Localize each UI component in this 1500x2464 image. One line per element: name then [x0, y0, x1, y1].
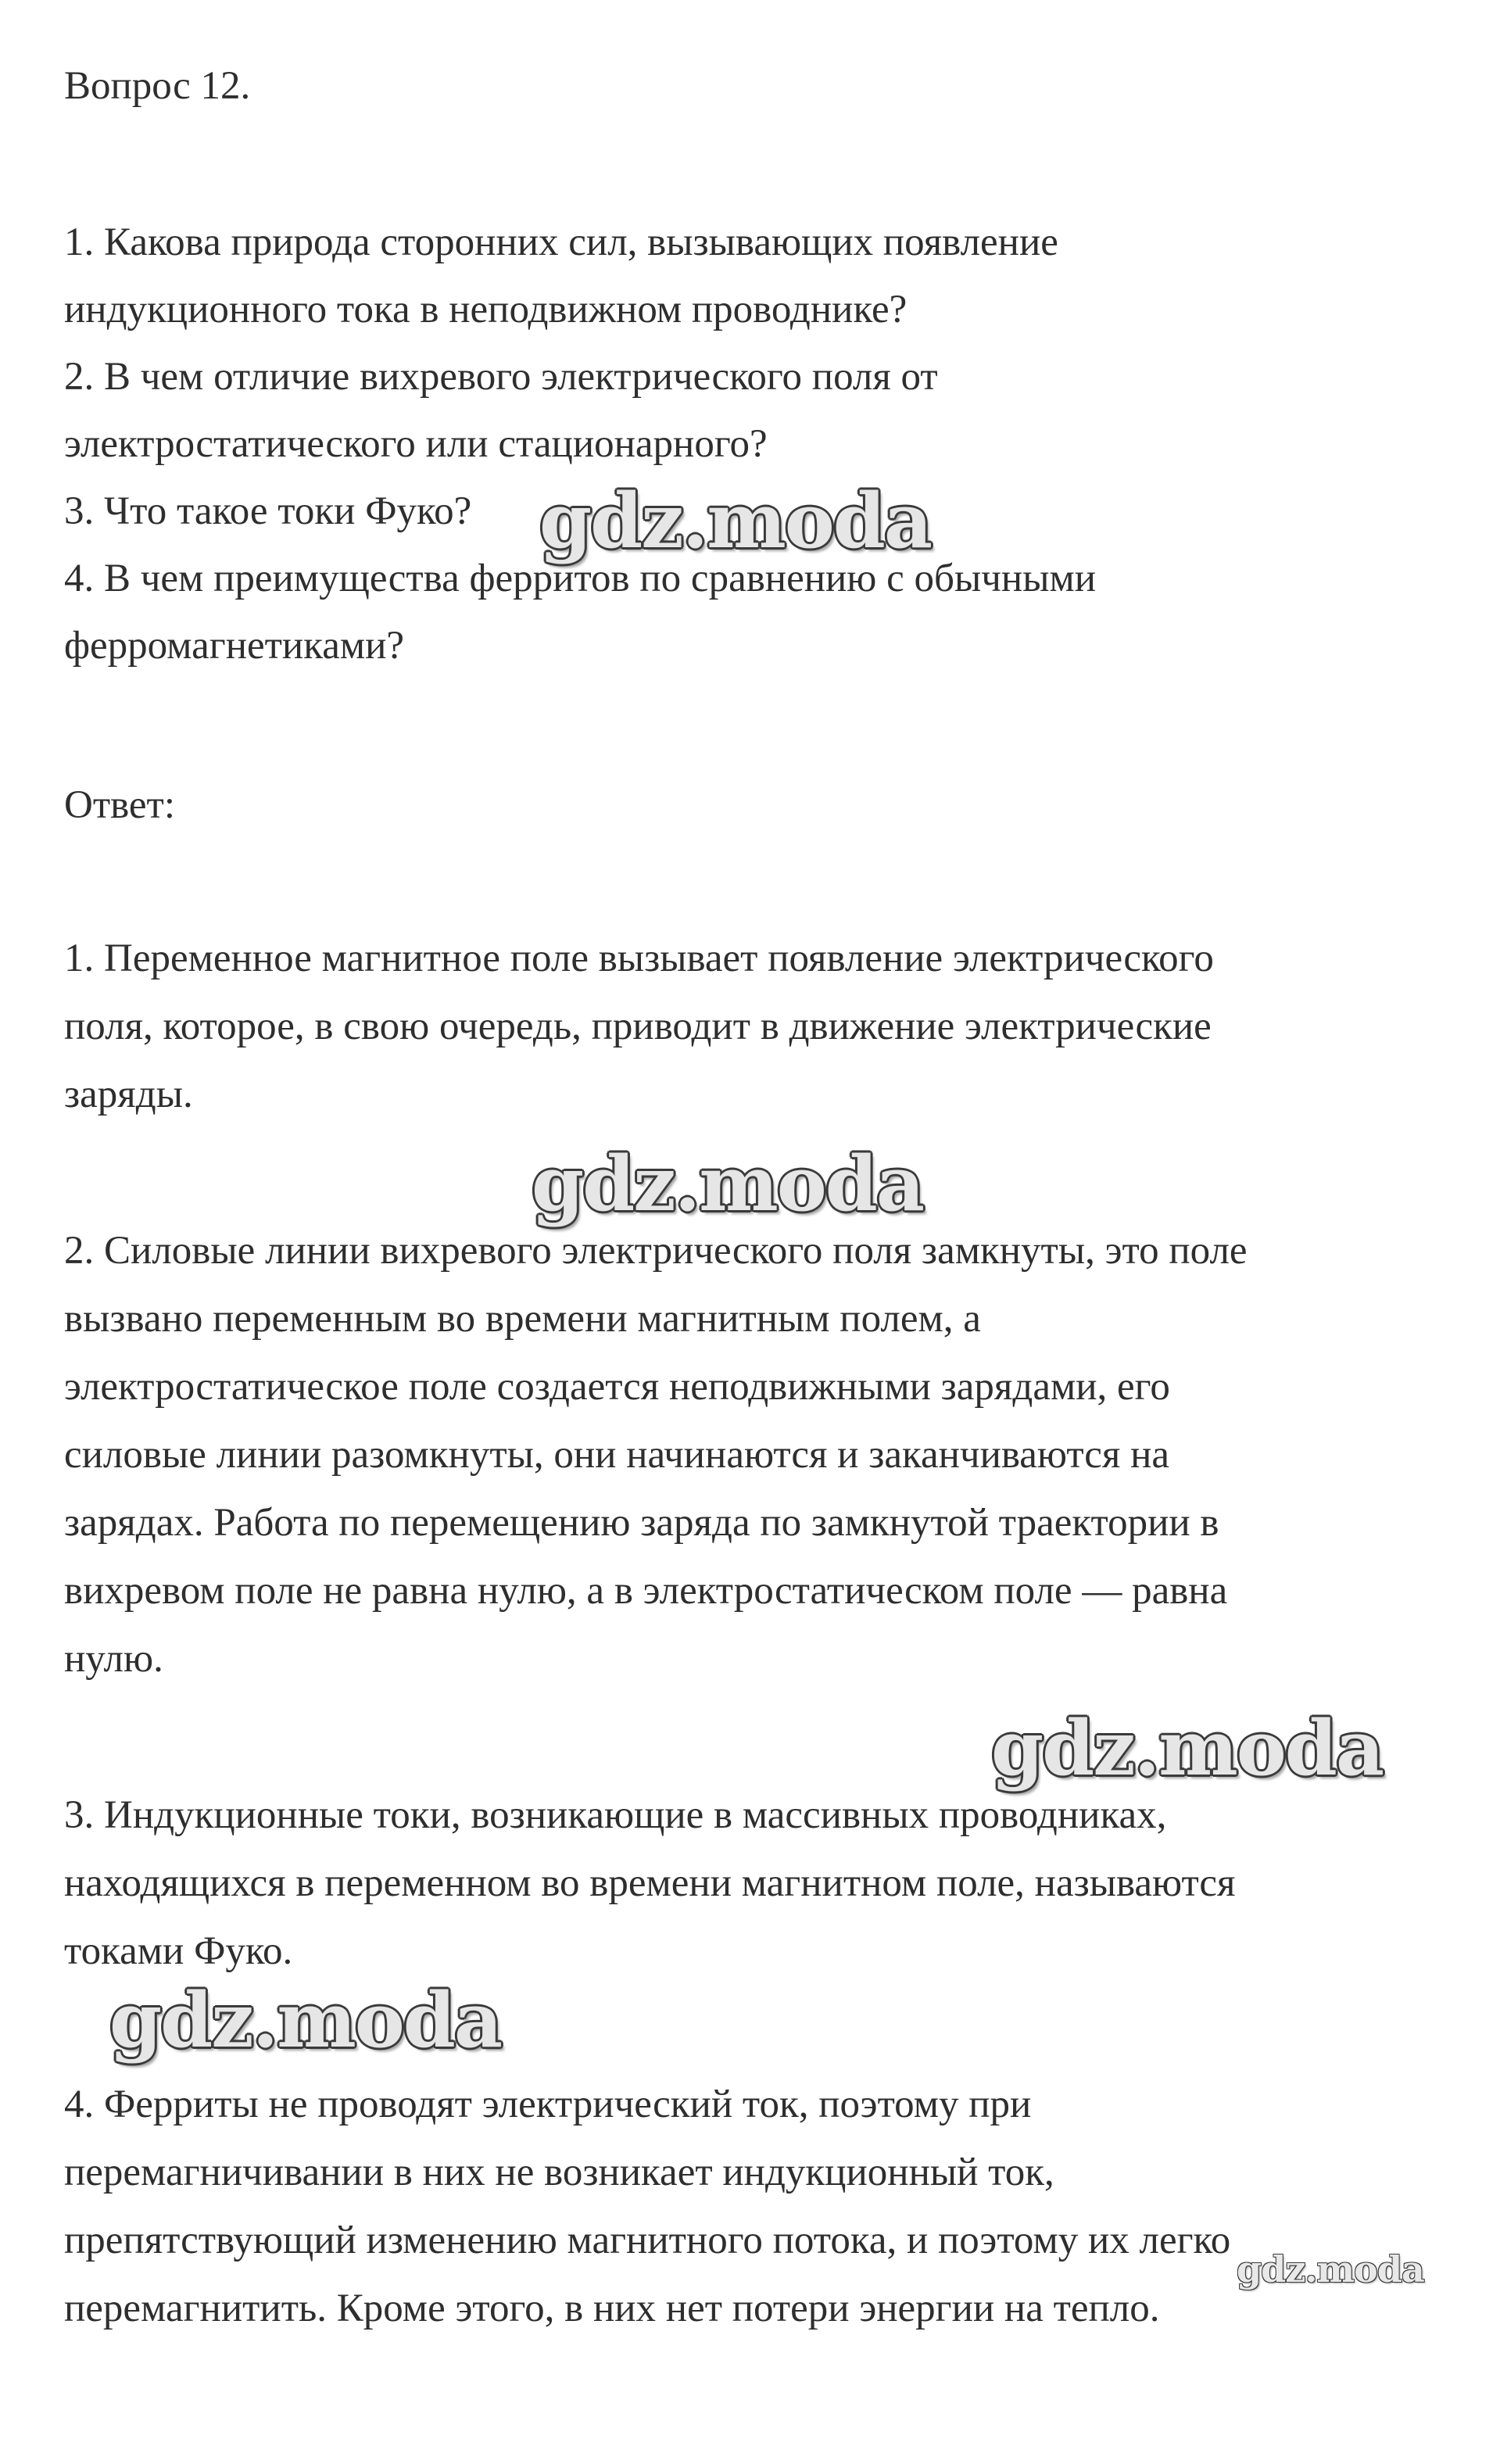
- watermark-logo-small: gdz.moda: [1237, 2248, 1424, 2290]
- question-line: электростатического или стационарного?: [64, 422, 768, 466]
- answer-line: вихревом поле не равна нулю, а в электростатическом поле — равна: [64, 1569, 1228, 1613]
- answer-line: перемагнитить. Кроме этого, в них нет потери энергии на тепло.: [64, 2287, 1160, 2330]
- question-line: ферромагнетиками?: [64, 624, 405, 668]
- question-line: 2. В чем отличие вихревого электрического поля от: [64, 355, 938, 399]
- watermark-logo: gdz.moda: [109, 1976, 502, 2065]
- watermark-logo: gdz.moda: [991, 1704, 1384, 1792]
- question-line: 1. Какова природа сторонних сил, вызывающих появление: [64, 220, 1058, 264]
- watermark-logo: gdz.moda: [539, 477, 932, 565]
- question-line: 3. Что такое токи Фуко?: [64, 489, 472, 533]
- question-title: Вопрос 12.: [64, 64, 251, 108]
- answer-line: 3. Индукционные токи, возникающие в массивных проводниках,: [64, 1793, 1167, 1837]
- answer-line: вызвано переменным во времени магнитным полем, а: [64, 1297, 981, 1341]
- answer-line: силовые линии разомкнуты, они начинаются и заканчиваются на: [64, 1433, 1170, 1477]
- answer-line: находящихся в переменном во времени магнитном поле, называются: [64, 1861, 1236, 1905]
- answer-line: препятствующий изменению магнитного потока, и поэтому их легко: [64, 2219, 1231, 2262]
- answer-line: 2. Силовые линии вихревого электрического поля замкнуты, это поле: [64, 1229, 1248, 1273]
- answer-line: перемагничивании в них не возникает индукционный ток,: [64, 2151, 1054, 2194]
- answer-heading: Ответ:: [64, 783, 175, 827]
- answer-line: нулю.: [64, 1637, 163, 1681]
- question-line: индукционного тока в неподвижном проводнике?: [64, 288, 908, 331]
- watermark-logo: gdz.moda: [532, 1140, 924, 1228]
- answer-line: токами Фуко.: [64, 1929, 293, 1973]
- answer-line: заряды.: [64, 1073, 193, 1116]
- answer-line: 1. Переменное магнитное поле вызывает появление электрического: [64, 937, 1214, 980]
- answer-line: зарядах. Работа по перемещению заряда по замкнутой траектории в: [64, 1501, 1219, 1545]
- answer-line: поля, которое, в свою очередь, приводит в движение электрические: [64, 1005, 1212, 1048]
- question-line: 4. В чем преимущества ферритов по сравнению с обычными: [64, 557, 1097, 600]
- answer-line: электростатическое поле создается неподвижными зарядами, его: [64, 1365, 1170, 1409]
- answer-line: 4. Ферриты не проводят электрический ток, поэтому при: [64, 2083, 1032, 2126]
